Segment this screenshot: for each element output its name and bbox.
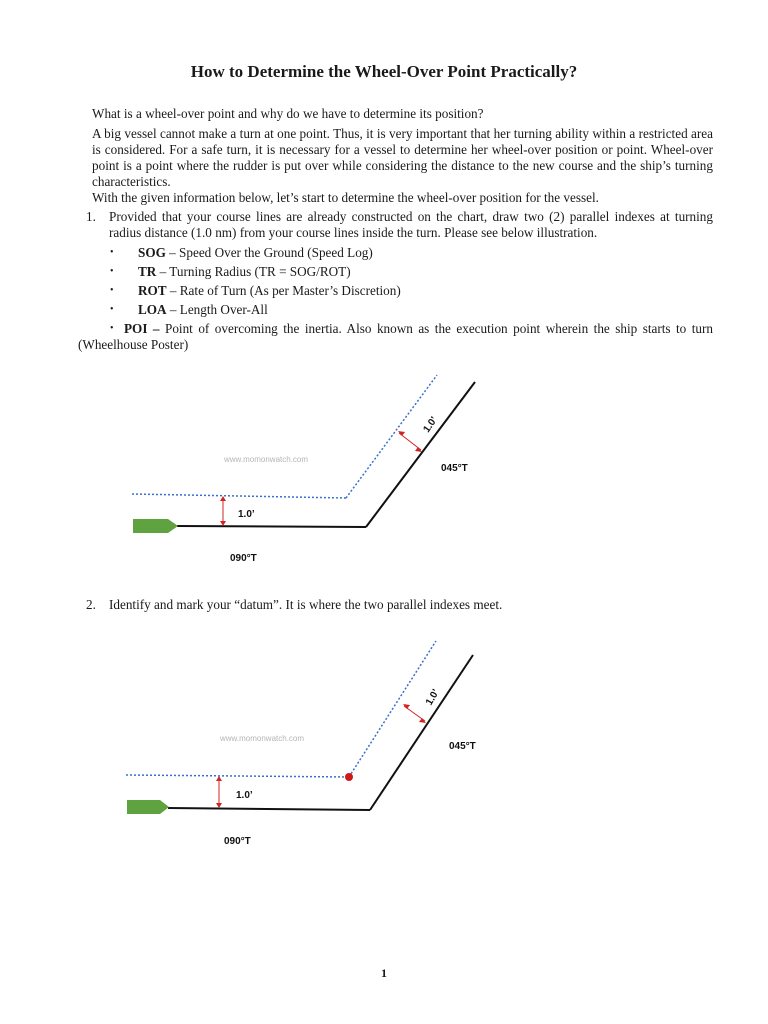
watermark-text: www.momonwatch.com bbox=[224, 455, 309, 464]
definition-desc: – Rate of Turn (As per Master’s Discretion) bbox=[166, 283, 401, 298]
distance-label: 1.0’ bbox=[236, 790, 253, 801]
distance-label: 1.0’ bbox=[424, 687, 442, 708]
ship-icon bbox=[133, 519, 178, 533]
definition-item bbox=[92, 245, 713, 261]
course-label: 045°T bbox=[449, 741, 476, 752]
page-number: 1 bbox=[381, 966, 387, 980]
intro-question: What is a wheel-over point and why do we have to determine its position? bbox=[92, 106, 484, 121]
intro-paragraph: A big vessel cannot make a turn at one point. Thus, it is very important that her turning ability within a restricted area is considered. For a safe turn, it is necessary for a vessel to determine her wheel-over position or point. Wheel-over point is a point where the rudder is put over while considering the distance to the new course and the ship’s turning characteristics. bbox=[92, 126, 713, 189]
definition-term: POI – bbox=[124, 321, 160, 336]
definition-desc: – Speed Over the Ground (Speed Log) bbox=[165, 245, 373, 260]
parallel-index-line bbox=[346, 375, 437, 498]
ship-icon bbox=[127, 800, 169, 814]
course-label: 090°T bbox=[224, 836, 251, 847]
step-2 bbox=[86, 597, 713, 613]
definition-item bbox=[92, 283, 713, 299]
step-text: Identify and mark your “datum”. It is where the two parallel indexes meet. bbox=[109, 597, 503, 612]
distance-label: 1.0’ bbox=[238, 509, 255, 520]
bullet-icon: • bbox=[110, 285, 114, 296]
definition-item bbox=[92, 264, 713, 280]
parallel-index-line bbox=[132, 494, 346, 498]
arrow-head-icon bbox=[216, 803, 222, 808]
step-number: 1. bbox=[86, 209, 96, 224]
definition-term: SOG bbox=[138, 245, 166, 260]
definition-term: TR bbox=[138, 264, 157, 279]
parallel-index-line bbox=[126, 775, 349, 777]
arrow-head-icon bbox=[220, 496, 226, 501]
lead-in: With the given information below, let’s start to determine the wheel-over position for the vessel. bbox=[92, 190, 599, 205]
course-line bbox=[177, 526, 366, 527]
figure-parallel-indexes bbox=[0, 360, 768, 580]
distance-label: 1.0’ bbox=[421, 414, 440, 435]
parallel-index-line bbox=[349, 641, 436, 777]
bullet-icon: • bbox=[110, 266, 114, 277]
watermark-text: www.momonwatch.com bbox=[220, 734, 305, 743]
definition-term: LOA bbox=[138, 302, 167, 317]
course-label: 090°T bbox=[230, 553, 257, 564]
figure-datum bbox=[0, 635, 768, 855]
bullet-icon: • bbox=[110, 323, 114, 334]
step-number: 2. bbox=[86, 597, 96, 612]
bullet-icon: • bbox=[110, 247, 114, 258]
bullet-icon: • bbox=[110, 304, 114, 315]
course-line bbox=[366, 382, 475, 527]
course-label: 045°T bbox=[441, 463, 468, 474]
definition-desc: – Length Over-All bbox=[166, 302, 268, 317]
page-title: How to Determine the Wheel-Over Point Practically? bbox=[190, 62, 578, 81]
datum-point bbox=[345, 773, 353, 781]
course-line bbox=[370, 655, 473, 810]
definition-term: ROT bbox=[138, 283, 167, 298]
step-text: Provided that your course lines are already constructed on the chart, draw two (2) parallel indexes at turning radius distance (1.0 nm) from your course lines inside the turn. Please see below illustration. bbox=[109, 209, 713, 240]
definition-desc: – Turning Radius (TR = SOG/ROT) bbox=[156, 264, 351, 279]
definition-desc: Point of overcoming the inertia. Also known as the execution point wherein the ship starts to turn (Wheelhouse Poster) bbox=[78, 321, 713, 352]
arrow-head-icon bbox=[216, 776, 222, 781]
step-1 bbox=[86, 209, 713, 241]
definition-item bbox=[78, 321, 713, 353]
course-line bbox=[168, 808, 370, 810]
definition-item bbox=[92, 302, 713, 318]
